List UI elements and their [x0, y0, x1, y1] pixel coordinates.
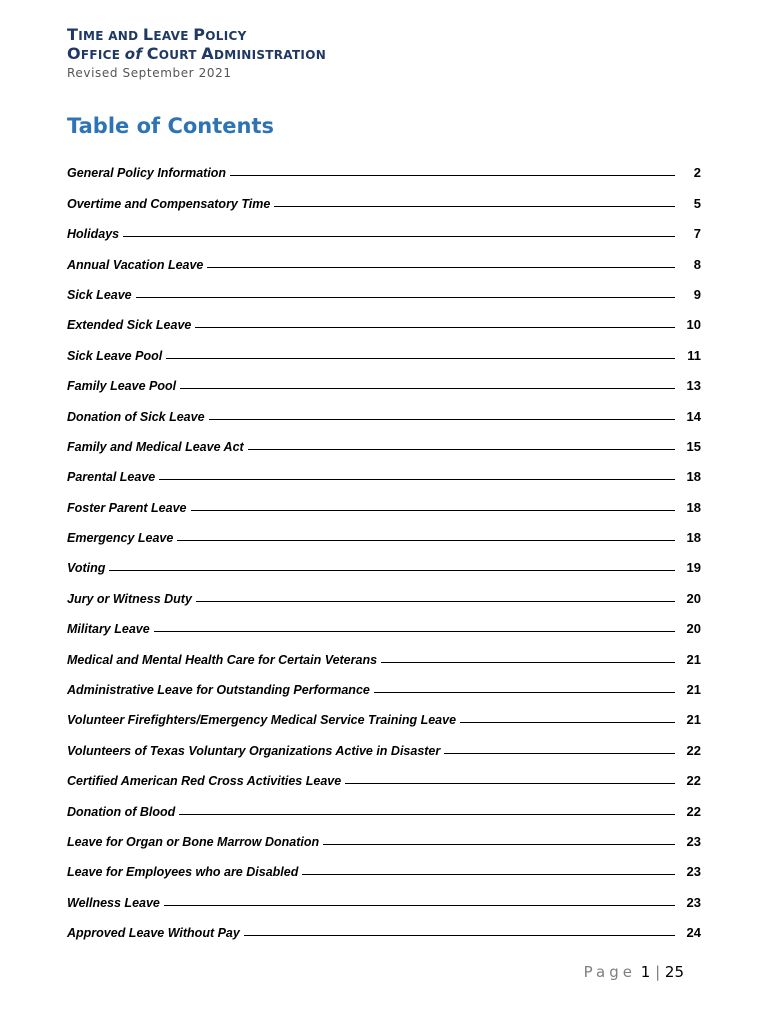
toc-entry-label: Approved Leave Without Pay — [67, 926, 240, 941]
toc-leader-line — [381, 661, 675, 663]
toc-entry[interactable] — [67, 879, 701, 909]
toc-entry[interactable] — [67, 363, 701, 393]
toc-leader-line — [180, 387, 675, 389]
toc-entry[interactable] — [67, 424, 701, 454]
revised-date: Revised September 2021 — [67, 66, 232, 80]
toc-entry[interactable] — [67, 667, 701, 697]
toc-leader-line — [164, 904, 675, 906]
toc-entry-label: Emergency Leave — [67, 531, 174, 546]
toc-leader-line — [302, 873, 675, 875]
toc-entry-label: Family Leave Pool — [67, 379, 177, 394]
current-page: 1 — [640, 963, 651, 981]
toc-entry-page: 22 — [686, 773, 701, 789]
toc-leader-line — [323, 843, 675, 845]
office-char: C — [146, 44, 159, 63]
document-title — [67, 26, 326, 45]
toc-leader-line — [109, 569, 675, 571]
toc-entry[interactable] — [67, 575, 701, 605]
office-text: OURT — [158, 48, 197, 62]
page-footer — [584, 963, 684, 981]
toc-leader-line — [196, 600, 675, 602]
toc-leader-line — [123, 235, 675, 237]
toc-entry-label: Volunteer Firefighters/Emergency Medical Service Training Leave — [67, 713, 457, 728]
toc-leader-line — [460, 721, 675, 723]
toc-entry[interactable] — [67, 819, 701, 849]
toc-leader-line — [345, 782, 675, 784]
toc-entry-label: General Policy Information — [67, 166, 227, 181]
page-separator: | — [655, 963, 661, 981]
toc-entry[interactable] — [67, 515, 701, 545]
toc-entry[interactable] — [67, 454, 701, 484]
toc-entry-page: 10 — [686, 317, 701, 333]
title-char: T — [67, 25, 79, 44]
table-of-contents — [67, 150, 701, 940]
toc-entry-page: 22 — [686, 803, 701, 819]
toc-heading: Table of Contents — [67, 114, 275, 138]
office-title — [67, 45, 326, 64]
toc-entry-page: 21 — [686, 712, 701, 728]
toc-leader-line — [191, 509, 676, 511]
toc-entry-page: 24 — [686, 925, 701, 941]
toc-entry[interactable] — [67, 636, 701, 666]
toc-entry[interactable] — [67, 727, 701, 757]
toc-entry[interactable] — [67, 484, 701, 514]
toc-entry-page: 13 — [686, 378, 701, 394]
toc-entry-label: Extended Sick Leave — [67, 318, 192, 333]
toc-leader-line — [248, 448, 675, 450]
toc-entry[interactable] — [67, 332, 701, 362]
title-text: EAVE — [153, 29, 194, 43]
toc-leader-line — [177, 539, 675, 541]
toc-entry[interactable] — [67, 393, 701, 423]
toc-entry-page: 15 — [686, 438, 701, 454]
toc-entry-label: Leave for Organ or Bone Marrow Donation — [67, 834, 320, 849]
toc-leader-line — [136, 296, 675, 298]
toc-entry-page: 21 — [686, 651, 701, 667]
toc-entry-page: 23 — [686, 864, 701, 880]
toc-entry[interactable] — [67, 758, 701, 788]
page-word: Page — [583, 963, 636, 981]
toc-entry[interactable] — [67, 302, 701, 332]
toc-entry[interactable] — [67, 150, 701, 180]
toc-entry-label: Donation of Sick Leave — [67, 409, 205, 424]
office-of: of — [124, 45, 143, 63]
toc-entry-page: 7 — [693, 226, 701, 242]
toc-leader-line — [179, 813, 675, 815]
toc-entry-label: Voting — [67, 561, 106, 576]
toc-entry-page: 20 — [686, 621, 701, 637]
office-text: DMINISTRATION — [213, 48, 327, 62]
toc-entry-page: 19 — [686, 560, 701, 576]
toc-entry-label: Certified American Red Cross Activities Leave — [67, 774, 342, 789]
toc-leader-line — [230, 174, 675, 176]
toc-entry-label: Annual Vacation Leave — [67, 257, 204, 272]
office-text: FFICE — [80, 48, 121, 62]
toc-entry-label: Donation of Blood — [67, 804, 176, 819]
toc-entry[interactable] — [67, 180, 701, 210]
toc-entry-page: 14 — [686, 408, 701, 424]
toc-entry-label: Jury or Witness Duty — [67, 591, 192, 606]
toc-entry-page: 23 — [686, 894, 701, 910]
toc-entry-label: Sick Leave Pool — [67, 348, 163, 363]
toc-entry-page: 20 — [686, 590, 701, 606]
toc-entry-label: Administrative Leave for Outstanding Performance — [67, 683, 370, 698]
toc-leader-line — [374, 691, 675, 693]
toc-entry[interactable] — [67, 788, 701, 818]
toc-entry-label: Foster Parent Leave — [67, 500, 187, 515]
toc-entry-page: 22 — [686, 742, 701, 758]
toc-entry-label: Medical and Mental Health Care for Certain Veterans — [67, 652, 378, 667]
toc-leader-line — [166, 357, 675, 359]
title-char: P — [193, 25, 206, 44]
toc-entry-page: 23 — [686, 833, 701, 849]
toc-entry-label: Wellness Leave — [67, 895, 160, 910]
toc-entry[interactable] — [67, 697, 701, 727]
toc-entry-page: 18 — [686, 499, 701, 515]
toc-entry[interactable] — [67, 606, 701, 636]
toc-entry[interactable] — [67, 910, 701, 940]
toc-leader-line — [207, 266, 675, 268]
toc-leader-line — [209, 418, 675, 420]
toc-entry-label: Overtime and Compensatory Time — [67, 196, 271, 211]
toc-entry-label: Family and Medical Leave Act — [67, 439, 244, 454]
toc-entry-page: 8 — [693, 256, 701, 272]
toc-leader-line — [274, 205, 675, 207]
office-char: O — [67, 44, 81, 63]
document-header — [67, 26, 326, 80]
toc-leader-line — [244, 934, 675, 936]
toc-entry-label: Parental Leave — [67, 470, 156, 485]
toc-entry-page: 18 — [686, 530, 701, 546]
toc-entry-label: Holidays — [67, 227, 120, 242]
toc-entry-page: 18 — [686, 469, 701, 485]
toc-entry-page: 11 — [687, 347, 701, 363]
toc-leader-line — [444, 752, 675, 754]
toc-leader-line — [154, 630, 675, 632]
toc-entry[interactable] — [67, 545, 701, 575]
toc-entry-label: Volunteers of Texas Voluntary Organizations Active in Disaster — [67, 743, 441, 758]
toc-entry-label: Sick Leave — [67, 287, 132, 302]
title-char: L — [142, 25, 154, 44]
toc-entry[interactable] — [67, 849, 701, 879]
toc-entry-label: Military Leave — [67, 622, 150, 637]
toc-entry-page: 21 — [686, 682, 701, 698]
toc-entry-label: Leave for Employees who are Disabled — [67, 865, 299, 880]
title-text: IME AND — [78, 29, 143, 43]
office-char: A — [201, 44, 214, 63]
toc-leader-line — [195, 326, 675, 328]
toc-entry[interactable] — [67, 272, 701, 302]
toc-entry-page: 9 — [693, 286, 701, 302]
total-pages: 25 — [664, 963, 684, 981]
toc-entry-page: 5 — [693, 195, 701, 211]
title-text: OLICY — [205, 29, 247, 43]
toc-entry[interactable] — [67, 211, 701, 241]
toc-entry[interactable] — [67, 241, 701, 271]
toc-leader-line — [159, 478, 675, 480]
toc-entry-page: 2 — [693, 165, 701, 181]
